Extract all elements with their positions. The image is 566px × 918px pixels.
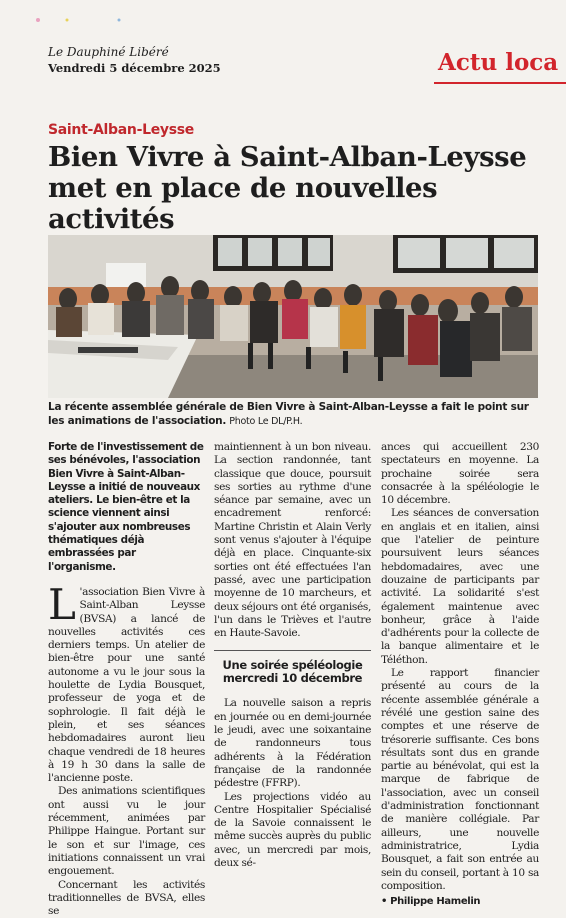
photo-credit: Photo Le DL/P.H. (229, 416, 302, 427)
article-photo (48, 235, 538, 398)
photo-caption (48, 400, 540, 429)
article-paragraph: Le rapport financier présenté au cours de la récente assemblée générale a révélé une gestion saine des comptes et une réserve de trésorerie suffisante. Ces bons résultats sont dus en grande partie au bénévolat, qui est la marque de fabrique de l'association, avec un conseil d'administration fonctionnant de manière collégiale. Par ailleurs, une nouvelle administratrice, Lydia Bousquet, a fait son entrée au sein du conseil, portant à 10 sa composition. (381, 667, 539, 893)
section-underline (434, 82, 566, 84)
article-column-3 (381, 441, 539, 908)
issue-date: Vendredi 5 décembre 2025 (48, 61, 221, 75)
caption-text: La récente assemblée générale de Bien Vivre à Saint-Alban-Leysse a fait le point sur les animations de l'association. (48, 401, 529, 427)
article-subheading: Une soirée spéléologie mercredi 10 décembre (214, 650, 371, 685)
article-paragraph: ances qui accueillent 230 spectateurs en moyenne. La prochaine soirée sera consacrée à la spéléologie le 10 décembre. (381, 441, 539, 507)
article-paragraph: Des animations scientifiques ont aussi vu le jour récemment, animées par Philippe Haingue. Portant sur le son et sur l'image, ces initiations connaissent un vrai engouement. (48, 785, 205, 878)
article-paragraph: Les séances de conversation en anglais et en italien, ainsi que l'atelier de peinture poursuivent leurs séances hebdomadaires, avec une douzaine de participants par activité. La solidarité s'est également maintenue avec bonheur, grâce à l'aide d'adhérents pour la collecte de la banque alimentaire et le Téléthon. (381, 507, 539, 667)
paragraph-text: 'association Bien Vivre à Saint-Alban Leysse (BVSA) a lancé de nouvelles activités ces derniers temps. Un atelier de bien-être pour une santé autonome a vu le jour sous la houlette de Lydia Bousquet, professeur de yoga et de sophrologie. Il fait déjà le plein, et ses séances hebdomadaires auront lieu chaque vendredi de 18 heures à 19 h 30 dans la salle de l'ancienne poste. (48, 586, 205, 784)
article-kicker: Saint-Alban-Leysse (48, 122, 194, 138)
masthead (0, 0, 566, 86)
color-registration-marks (35, 8, 125, 27)
article-headline: Bien Vivre à Saint-Alban-Leysse met en place de nouvelles activités (48, 142, 548, 235)
author-signature: • Philippe Hamelin (381, 895, 539, 908)
drop-cap: L (48, 586, 80, 622)
article-column-1 (48, 441, 205, 918)
article-paragraph: Concernant les activités traditionnelles de BVSA, elles se (48, 879, 205, 918)
article-paragraph (48, 586, 205, 785)
article-paragraph: maintiennent à un bon niveau. La section randonnée, tant classique que douce, poursuit ses sorties au rythme d'une séance par semaine, avec un encadrement renforcé: Martine Christin et Alain Verly sont venus s'ajouter à l'équipe déjà en place. Cinquante-six sorties ont été effectuées l'an passé, avec une participation moyenne de 10 marcheurs, et deux séjours ont été organisés, l'un dans le Trièves et l'autre en Haute-Savoie. (214, 441, 371, 640)
article-paragraph: La nouvelle saison a repris en journée ou en demi-journée le jeudi, avec une soixantaine de randonneurs tous adhérents à la Fédération française de la randonnée pédestre (FFRP). (214, 697, 371, 790)
article-column-2 (214, 441, 371, 870)
section-title: Actu loca (438, 49, 558, 76)
article-lead: Forte de l'investissement de ses bénévoles, l'association Bien Vivre à Saint-Alban-Leysse a initié de nouveaux ateliers. Le bien-être et la science viennent ainsi s'ajouter aux nombreuses thématiques déjà embrassées par l'organisme. (48, 441, 205, 574)
article-paragraph: Les projections vidéo au Centre Hospitalier Spécialisé de la Savoie connaissent le même succès auprès du public avec, un mercredi par mois, deux sé- (214, 791, 371, 871)
newspaper-name: Le Dauphiné Libéré (48, 45, 169, 59)
